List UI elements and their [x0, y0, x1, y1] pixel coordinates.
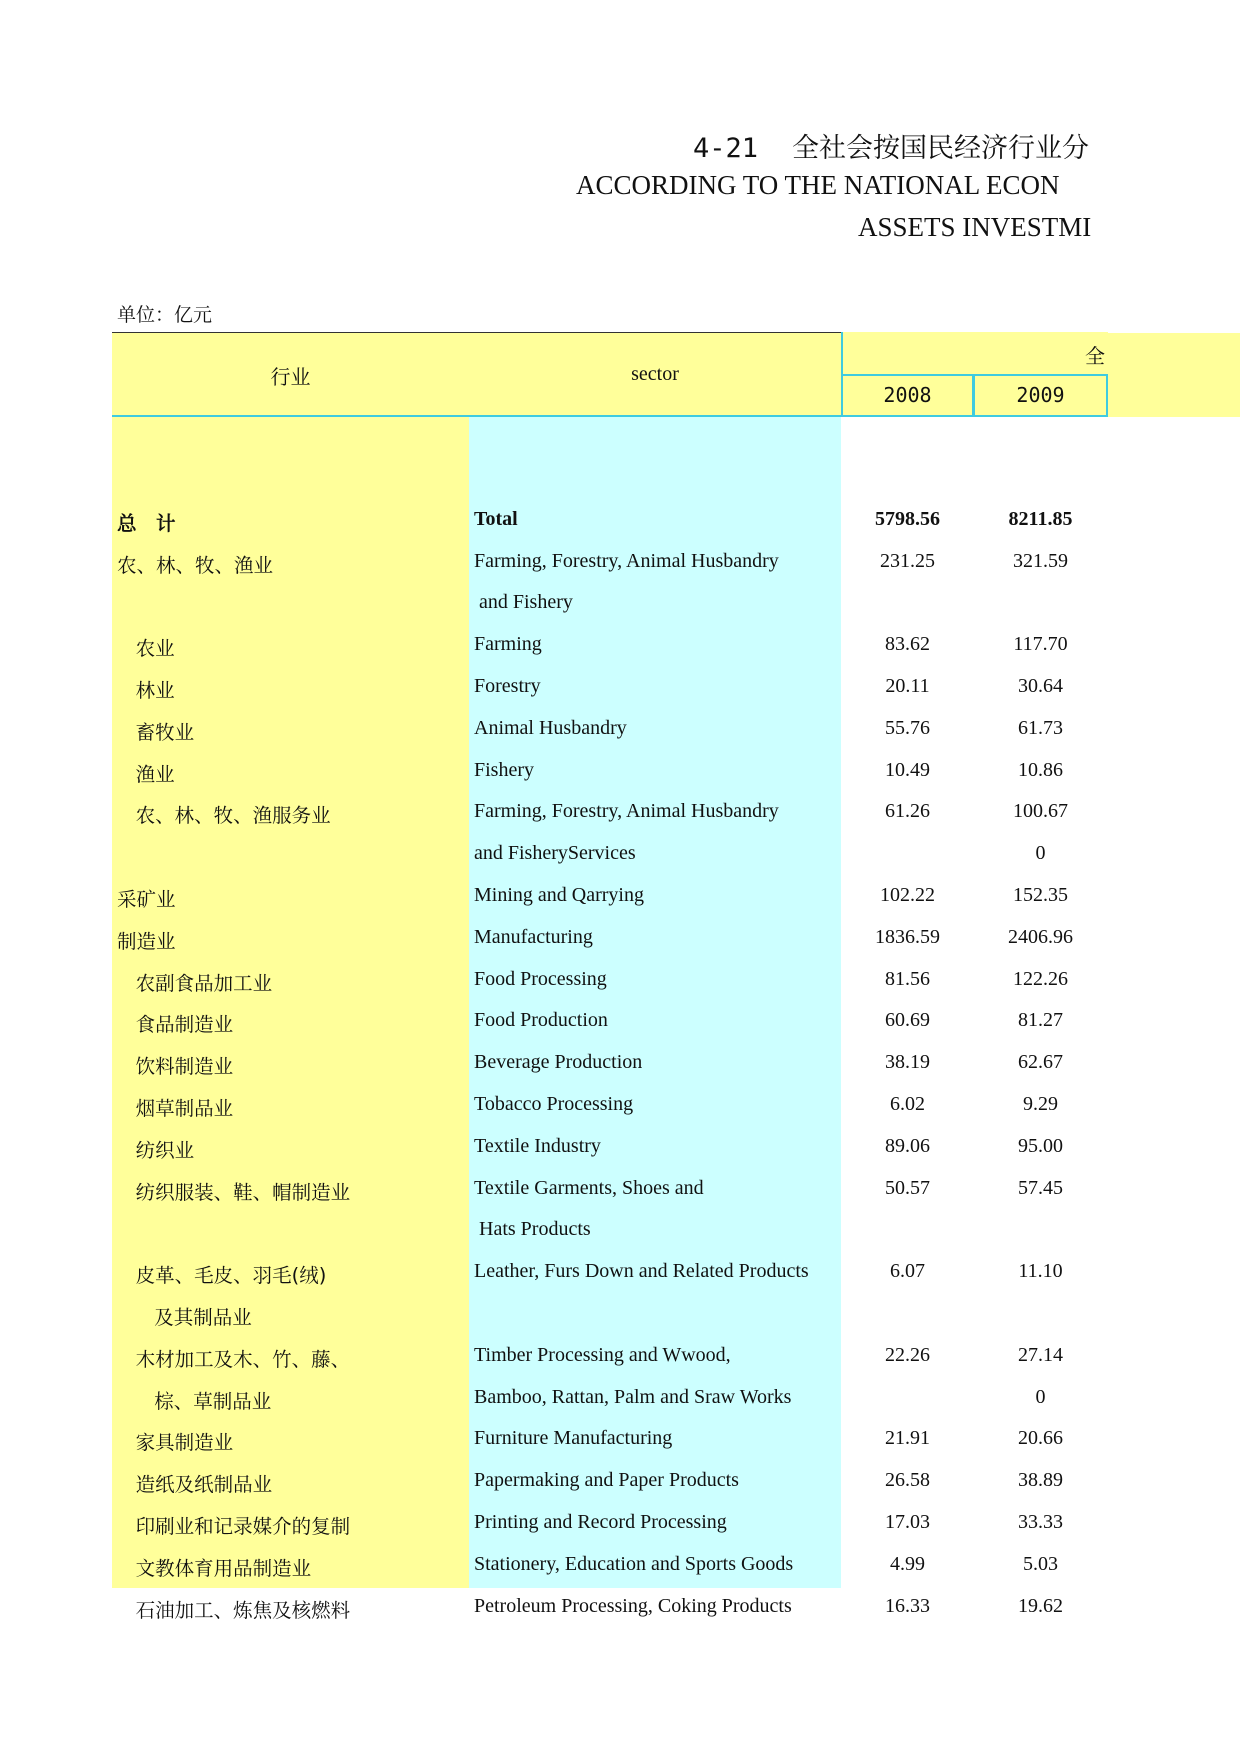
- title-chinese-line: [693, 126, 1089, 165]
- row-value-2009: 100.67: [1013, 800, 1068, 823]
- row-sector-en: Stationery, Education and Sports Goods: [474, 1552, 794, 1575]
- table-row: [0, 542, 1108, 584]
- table-row: [0, 1127, 1108, 1169]
- row-value-2009: 8211.85: [1008, 507, 1073, 530]
- row-industry-cn: 木材加工及木、竹、藤、: [117, 1347, 351, 1371]
- row-industry-cn: 总 计: [117, 511, 176, 535]
- row-sector-en: Bamboo, Rattan, Palm and Sraw Works: [474, 1385, 792, 1408]
- row-industry-cn: 造纸及纸制品业: [117, 1473, 273, 1497]
- table-row: [0, 1461, 1108, 1503]
- overflow-header-background: [1108, 333, 1240, 417]
- row-industry-cn: 林业: [117, 678, 175, 702]
- table-row: [0, 1587, 1108, 1629]
- row-industry-cn: 饮料制造业: [117, 1055, 234, 1079]
- row-value-2009: 62.67: [1018, 1051, 1063, 1074]
- row-value-2008: 6.07: [890, 1260, 925, 1283]
- row-value-2009: 81.27: [1018, 1009, 1063, 1032]
- row-value-2009: 122.26: [1013, 967, 1068, 990]
- row-industry-cn: 文教体育用品制造业: [117, 1556, 312, 1580]
- row-value-2008: 26.58: [885, 1469, 930, 1492]
- header-industry: 行业: [270, 365, 311, 389]
- row-industry-cn: 烟草制品业: [117, 1096, 234, 1120]
- table-row: [0, 1294, 1108, 1336]
- row-sector-en: and Fishery: [474, 591, 573, 614]
- row-value-2008: 6.02: [890, 1092, 925, 1115]
- table-row: [0, 458, 1108, 500]
- row-sector-en: Textile Industry: [474, 1134, 601, 1157]
- row-industry-cn: 畜牧业: [117, 720, 195, 744]
- row-value-2008: 89.06: [885, 1134, 930, 1157]
- table-row: [0, 583, 1108, 625]
- row-sector-en: Hats Products: [474, 1218, 591, 1241]
- row-industry-cn: 棕、草制品业: [117, 1389, 272, 1413]
- table-row: [0, 667, 1108, 709]
- row-sector-en: Petroleum Processing, Coking Products: [474, 1594, 792, 1617]
- row-value-2008: 55.76: [885, 716, 930, 739]
- row-sector-en: Timber Processing and Wwood,: [474, 1343, 731, 1366]
- header-year-2009: [973, 374, 1108, 417]
- table-row: [0, 1378, 1108, 1420]
- table-row: [0, 500, 1108, 542]
- header-year-2008: [841, 374, 974, 417]
- row-value-2008: 1836.59: [875, 925, 940, 948]
- table-row: [0, 1252, 1108, 1294]
- row-value-2008: 17.03: [885, 1510, 930, 1533]
- table-row: [0, 960, 1108, 1002]
- row-sector-en: Food Processing: [474, 967, 607, 990]
- row-industry-cn: 家具制造业: [117, 1431, 234, 1455]
- row-value-2008: 102.22: [880, 883, 935, 906]
- row-value-2009: 11.10: [1018, 1260, 1063, 1283]
- row-value-2008: 4.99: [890, 1552, 925, 1575]
- row-sector-en: Leather, Furs Down and Related Products: [474, 1260, 809, 1283]
- header-sector: sector: [631, 363, 679, 385]
- row-value-2009: 95.00: [1018, 1134, 1063, 1157]
- table-body: [0, 458, 1108, 1628]
- row-sector-en: Farming, Forestry, Animal Husbandry: [474, 549, 779, 572]
- row-value-2008: 16.33: [885, 1594, 930, 1617]
- row-sector-en: Beverage Production: [474, 1051, 643, 1074]
- table-row: [0, 834, 1108, 876]
- row-value-2008: 10.49: [885, 758, 930, 781]
- row-sector-en: Tobacco Processing: [474, 1092, 634, 1115]
- row-value-2008: 38.19: [885, 1051, 930, 1074]
- row-value-2008: 20.11: [885, 674, 930, 697]
- row-industry-cn: 石油加工、炼焦及核燃料: [117, 1598, 351, 1622]
- row-sector-en: Textile Garments, Shoes and: [474, 1176, 704, 1199]
- row-industry-cn: 农、林、牧、渔服务业: [117, 804, 331, 828]
- table-row: [0, 918, 1108, 960]
- unit-label: 单位：亿元: [117, 304, 213, 326]
- header-group-cell: [841, 332, 1108, 375]
- row-value-2009: 33.33: [1018, 1510, 1063, 1533]
- row-value-2008: 61.26: [885, 800, 930, 823]
- table-row: [0, 625, 1108, 667]
- row-industry-cn: 纺织业: [117, 1138, 195, 1162]
- row-value-2009: 57.45: [1018, 1176, 1063, 1199]
- row-value-2008: 21.91: [885, 1427, 930, 1450]
- row-value-2008: 5798.56: [875, 507, 940, 530]
- row-value-2009: 0: [1035, 1385, 1046, 1408]
- row-sector-en: Total: [474, 507, 518, 530]
- row-value-2009: 9.29: [1023, 1092, 1058, 1115]
- row-industry-cn: 及其制品业: [117, 1305, 252, 1329]
- title-english-line2: ASSETS INVESTMI: [858, 212, 1092, 242]
- row-industry-cn: 印刷业和记录媒介的复制: [117, 1514, 351, 1538]
- row-value-2009: 38.89: [1018, 1469, 1063, 1492]
- row-sector-en: Papermaking and Paper Products: [474, 1469, 739, 1492]
- row-sector-en: Farming, Forestry, Animal Husbandry: [474, 800, 779, 823]
- header-group-label: 全: [1085, 344, 1105, 368]
- table-number: 4-21: [693, 133, 759, 164]
- row-value-2008: 231.25: [880, 549, 935, 572]
- row-sector-en: Forestry: [474, 674, 541, 697]
- row-value-2008: 50.57: [885, 1176, 930, 1199]
- row-sector-en: and FisheryServices: [474, 842, 636, 865]
- table-row: [0, 1503, 1108, 1545]
- table-row: [0, 1545, 1108, 1587]
- table-row: [0, 709, 1108, 751]
- row-value-2009: 20.66: [1018, 1427, 1063, 1450]
- table-row: [0, 1085, 1108, 1127]
- row-value-2009: 19.62: [1018, 1594, 1063, 1617]
- row-value-2009: 321.59: [1013, 549, 1068, 572]
- row-industry-cn: 农副食品加工业: [117, 971, 273, 995]
- table-row: [0, 1043, 1108, 1085]
- header-year-label: 2008: [883, 383, 932, 407]
- row-sector-en: Fishery: [474, 758, 534, 781]
- row-industry-cn: 食品制造业: [117, 1013, 234, 1037]
- row-industry-cn: 农、林、牧、渔业: [117, 553, 274, 577]
- row-sector-en: Farming: [474, 633, 542, 656]
- row-sector-en: Mining and Qarrying: [474, 883, 644, 906]
- row-value-2009: 10.86: [1018, 758, 1063, 781]
- table-row: [0, 1336, 1108, 1378]
- row-value-2009: 2406.96: [1008, 925, 1073, 948]
- row-value-2009: 30.64: [1018, 674, 1063, 697]
- table-row: [0, 1419, 1108, 1461]
- row-value-2009: 27.14: [1018, 1343, 1063, 1366]
- row-industry-cn: 纺织服装、鞋、帽制造业: [117, 1180, 351, 1204]
- title-english-line1: ACCORDING TO THE NATIONAL ECON: [576, 170, 1060, 200]
- row-value-2009: 5.03: [1023, 1552, 1058, 1575]
- table-row: [0, 1210, 1108, 1252]
- row-value-2008: 22.26: [885, 1343, 930, 1366]
- row-industry-cn: 渔业: [117, 762, 175, 786]
- row-value-2008: 83.62: [885, 633, 930, 656]
- row-value-2008: 81.56: [885, 967, 930, 990]
- table-row: [0, 1001, 1108, 1043]
- row-value-2009: 152.35: [1013, 883, 1068, 906]
- row-sector-en: Manufacturing: [474, 925, 593, 948]
- header-year-label: 2009: [1016, 383, 1065, 407]
- title-block: [0, 0, 1108, 260]
- row-industry-cn: 皮革、毛皮、羽毛(绒): [117, 1264, 327, 1288]
- row-sector-en: Furniture Manufacturing: [474, 1427, 673, 1450]
- table-row: [0, 792, 1108, 834]
- table-row: [0, 1169, 1108, 1211]
- row-sector-en: Food Production: [474, 1009, 608, 1032]
- title-chinese: 全社会按国民经济行业分: [792, 133, 1090, 164]
- row-sector-en: Printing and Record Processing: [474, 1510, 727, 1533]
- row-industry-cn: 农业: [117, 637, 175, 661]
- table-row: [0, 876, 1108, 918]
- row-industry-cn: 采矿业: [117, 887, 176, 911]
- row-value-2009: 117.70: [1013, 633, 1068, 656]
- row-value-2009: 0: [1035, 842, 1046, 865]
- row-sector-en: Animal Husbandry: [474, 716, 627, 739]
- row-value-2009: 61.73: [1018, 716, 1063, 739]
- table-row: [0, 751, 1108, 793]
- row-value-2008: 60.69: [885, 1009, 930, 1032]
- row-industry-cn: 制造业: [117, 929, 176, 953]
